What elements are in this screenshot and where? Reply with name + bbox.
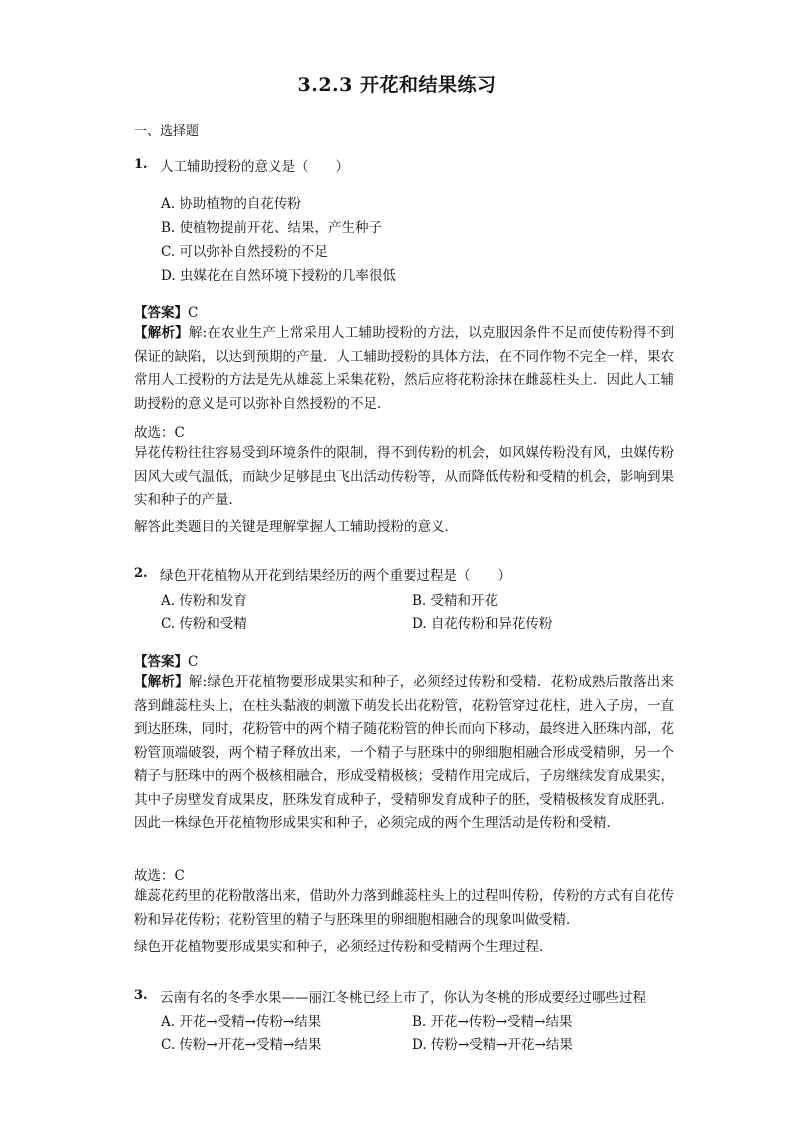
analysis-label: 【解析】 [134, 674, 189, 690]
question-number: 2. [134, 566, 148, 581]
answer-value: C [188, 305, 199, 321]
question-text: 绿色开花植物从开花到结果经历的两个重要过程是（ ） [160, 568, 511, 584]
page-title: 3.2.3 开花和结果练习 [297, 74, 497, 96]
question-text: 云南有名的冬季水果——丽江冬桃已经上市了，你认为冬桃的形成要经过哪些过程 [160, 990, 646, 1006]
analysis-paragraph [134, 671, 674, 836]
analysis-paragraph [134, 322, 674, 416]
key-line: 绿色开花植物要形成果实和种子，必须经过传粉和受精两个生理过程． [134, 939, 553, 955]
choose-line: 故选：C [134, 425, 185, 441]
key-line: 解答此类题目的关键是理解掌握人工辅助授粉的意义． [134, 519, 458, 535]
option-b: B. 开花→传粉→受精→结果 [412, 1014, 573, 1030]
option-d: D. 虫媒花在自然环境下授粉的几率很低 [161, 268, 396, 284]
analysis-prefix: 解: [188, 674, 208, 690]
analysis-label: 【解析】 [134, 325, 189, 341]
option-a: A. 协助植物的自花传粉 [161, 196, 301, 212]
option-b: B. 使植物提前开花、结果，产生种子 [161, 220, 383, 236]
answer-line [134, 650, 198, 670]
question-number: 3. [134, 988, 148, 1003]
question-text: 人工辅助授粉的意义是（ ） [160, 159, 349, 175]
option-a: A. 开花→受精→传粉→结果 [161, 1014, 322, 1030]
option-d: D. 自花传粉和异花传粉 [412, 616, 553, 632]
explain-paragraph: 雄蕊花药里的花粉散落出来，借助外力落到雌蕊柱头上的过程叫传粉，传粉的方式有自花传粉和异花传粉；花粉管里的精子与胚珠里的卵细胞相融合的现象叫做受精． [134, 888, 674, 928]
answer-value: C [188, 654, 199, 670]
analysis-text: 在农业生产上常采用人工辅助授粉的方法，以克服因条件不足而使传粉得不到保证的缺陷，以达到预期的产量．人工辅助授粉的具体方法，在不同作物不完全一样，果农常用人工授粉的方法是先从雄蕊上采集花粉，然后应将花粉涂抹在雌蕊柱头上．因此人工辅助授粉的意义是可以弥补自然授粉的不足． [134, 325, 674, 412]
option-c: C. 传粉→开花→受精→结果 [161, 1037, 322, 1053]
option-d: D. 传粉→受精→开花→结果 [412, 1037, 573, 1053]
option-a: A. 传粉和发育 [161, 593, 247, 609]
option-c: C. 可以弥补自然授粉的不足 [161, 244, 328, 260]
choose-line: 故选：C [134, 868, 185, 884]
option-c: C. 传粉和受精 [161, 616, 247, 632]
answer-line [134, 301, 198, 321]
answer-label: 【答案】 [134, 305, 188, 321]
answer-label: 【答案】 [134, 654, 188, 670]
option-b: B. 受精和开花 [412, 593, 499, 609]
analysis-text: 绿色开花植物要形成果实和种子，必须经过传粉和受精．花粉成熟后散落出来落到雌蕊柱头上，在柱头黏液的刺激下萌发长出花粉管，花粉管穿过花柱，进入子房，一直到达胚珠，同时，花粉管中的两个精子随花粉管的伸长而向下移动，最终进入胚珠内部，花粉管顶端破裂，两个精子释放出来，一个精子与胚珠中的卵细胞相融合形成受精卵，另一个精子与胚珠中的两个极核相融合，形成受精极核；受精作用完成后，子房继续发育成果实，其中子房壁发育成果皮，胚珠发育成种子，受精卵发育成种子的胚，受精极核发育成胚乳．因此一株绿色开花植物形成果实和种子，必须完成的两个生理活动是传粉和受精． [134, 674, 674, 831]
section-heading: 一、选择题 [134, 124, 200, 139]
analysis-prefix: 解: [188, 325, 208, 341]
explain-paragraph: 异花传粉往往容易受到环境条件的限制，得不到传粉的机会，如风媒传粉没有风，虫媒传粉因风大或气温低，而缺少足够昆虫飞出活动传粉等，从而降低传粉和受精的机会，影响到果实和种子的产量． [134, 445, 674, 508]
question-number: 1. [134, 157, 148, 172]
